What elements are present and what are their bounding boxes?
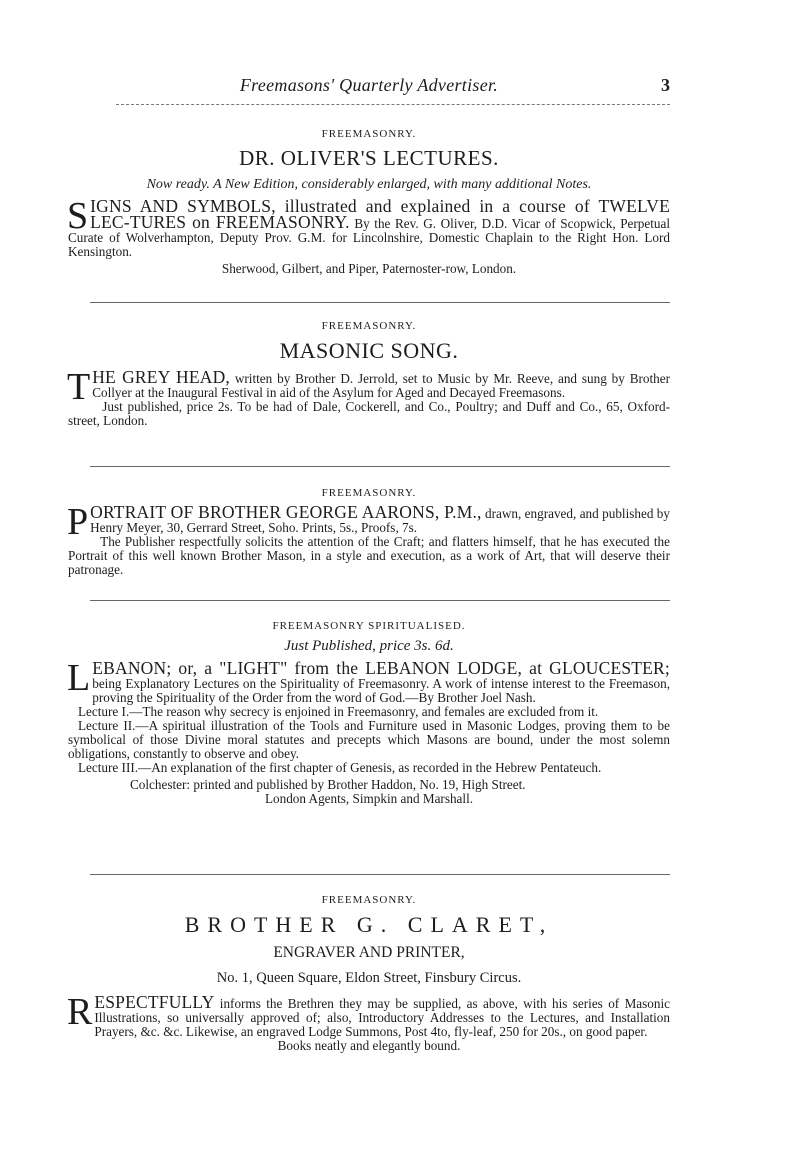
advert-portrait-aarons (68, 487, 670, 577)
advert-olivers-lectures (68, 128, 670, 276)
lecture-item: Lecture III.—An explanation of the first chapter of Genesis, as recorded in the Hebrew Pentateuch. (78, 760, 602, 775)
lecture-item: Lecture II.—A spiritual illustration of the Tools and Furniture used in Masonic Lodges, proving them to be symbolical of those Divine moral statutes and precepts which Masons are bound, under the most solemn obligations, constantly to observe and obey. (68, 718, 670, 761)
advert-note: Just published, price 2s. To be had of Dale, Cockerell, and Co., Poultry; and Duff and Co., 65, Oxford-street, London. (68, 399, 670, 428)
drop-cap: R (67, 991, 93, 1033)
advert-kicker: FREEMASONRY SPIRITUALISED. (272, 620, 466, 632)
advert-agents: London Agents, Simpkin and Marshall. (264, 791, 474, 806)
advert-closing: Books neatly and elegantly bound. (277, 1038, 461, 1053)
lecture-item: Lecture I.—The reason why secrecy is enjoined in Freemasonry, and females are excluded from it. (78, 704, 599, 719)
section-rule (90, 466, 670, 467)
running-title: Freemasons' Quarterly Advertiser. (239, 75, 499, 95)
advert-body (67, 991, 670, 1039)
page-number: 3 (661, 75, 670, 95)
drop-cap: T (67, 366, 91, 408)
advert-kicker: FREEMASONRY. (321, 320, 417, 332)
advert-text: drawn, engraved, and published by Henry Meyer, 30, Gerrard Street, Soho. Prints, 5s., Proofs, 7s. (90, 506, 670, 535)
drop-cap: S (67, 195, 89, 237)
advert-body (67, 366, 671, 408)
drop-cap: P (67, 501, 89, 543)
advert-subtitle: Now ready. A New Edition, considerably enlarged, with many additional Notes. (146, 177, 592, 192)
advert-subheading: ENGRAVER AND PRINTER, (273, 944, 465, 961)
advert-text: written by Brother D. Jerrold, set to Music by Mr. Reeve, and sung by Brother Collyer at the Inaugural Festival in aid of the Asylum for Aged and Decayed Freemasons. (92, 371, 671, 400)
advert-publisher: Sherwood, Gilbert, and Piper, Paternoster-row, London. (221, 261, 517, 276)
drop-cap: L (67, 657, 91, 699)
advert-heading: BROTHER G. CLARET, (184, 912, 554, 937)
advert-body (67, 195, 671, 259)
advert-lead: ORTRAIT OF BROTHER GEORGE AARONS, P.M., (90, 502, 482, 522)
advert-text: By the Rev. G. Oliver, D.D. Vicar of Scopwick, Perpetual Curate of Wolverhampton, Deputy Prov. G.M. for Lincolnshire, Domestic Chaplain to the Right Hon. Lord Kensington. (68, 216, 671, 259)
advert-subtitle: Just Published, price 3s. 6d. (284, 638, 454, 654)
advert-heading: DR. OLIVER'S LECTURES. (239, 146, 499, 170)
advert-kicker: FREEMASONRY. (321, 128, 417, 140)
advert-imprint: Colchester: printed and published by Brother Haddon, No. 19, High Street. (130, 777, 526, 792)
running-header (68, 75, 670, 103)
advert-heading: MASONIC SONG. (279, 338, 459, 363)
advert-kicker: FREEMASONRY. (321, 487, 417, 499)
section-rule (90, 302, 670, 303)
advert-brother-claret (68, 894, 670, 1053)
advert-text: informs the Brethren they may be supplied, as above, with his series of Masonic Illustrations, so universally approved of; also, Introductory Addresses to the Lectures, and Installation Prayers, &c. &c. Likewise, an engraved Lodge Summons, Post 4to, fly-leaf, 250 for 20s., on good paper. (94, 996, 670, 1039)
advert-masonic-song (68, 320, 670, 428)
advert-lead: IGNS AND SYMBOLS, illustrated and explained in a course of TWELVE LEC-TURES on FREEMASONRY. (90, 196, 670, 232)
advert-note: The Publisher respectfully solicits the attention of the Craft; and flatters himself, that he has executed the Portrait of this well known Brother Mason, in a style and execution, as a work of Art, that will deserve their patronage. (68, 534, 670, 577)
section-rule (90, 874, 670, 875)
header-rule (116, 104, 670, 105)
advert-text: being Explanatory Lectures on the Spirituality of Freemasonry. A work of intense interest to the Freemason, proving the Spirituality of the Order from the word of God.—By Brother Joel Nash. (92, 676, 670, 705)
advert-lead: EBANON; or, a "LIGHT" from the LEBANON LODGE, at GLOUCESTER; (92, 658, 670, 678)
advert-freemasonry-spiritualised (68, 620, 670, 806)
advert-body (67, 501, 670, 543)
section-rule (90, 600, 670, 601)
advert-body (67, 657, 670, 705)
advert-lead: HE GREY HEAD, (92, 367, 231, 387)
advert-kicker: FREEMASONRY. (321, 894, 417, 906)
advert-address: No. 1, Queen Square, Eldon Street, Finsbury Circus. (216, 970, 522, 986)
advert-lead: ESPECTFULLY (94, 992, 215, 1012)
